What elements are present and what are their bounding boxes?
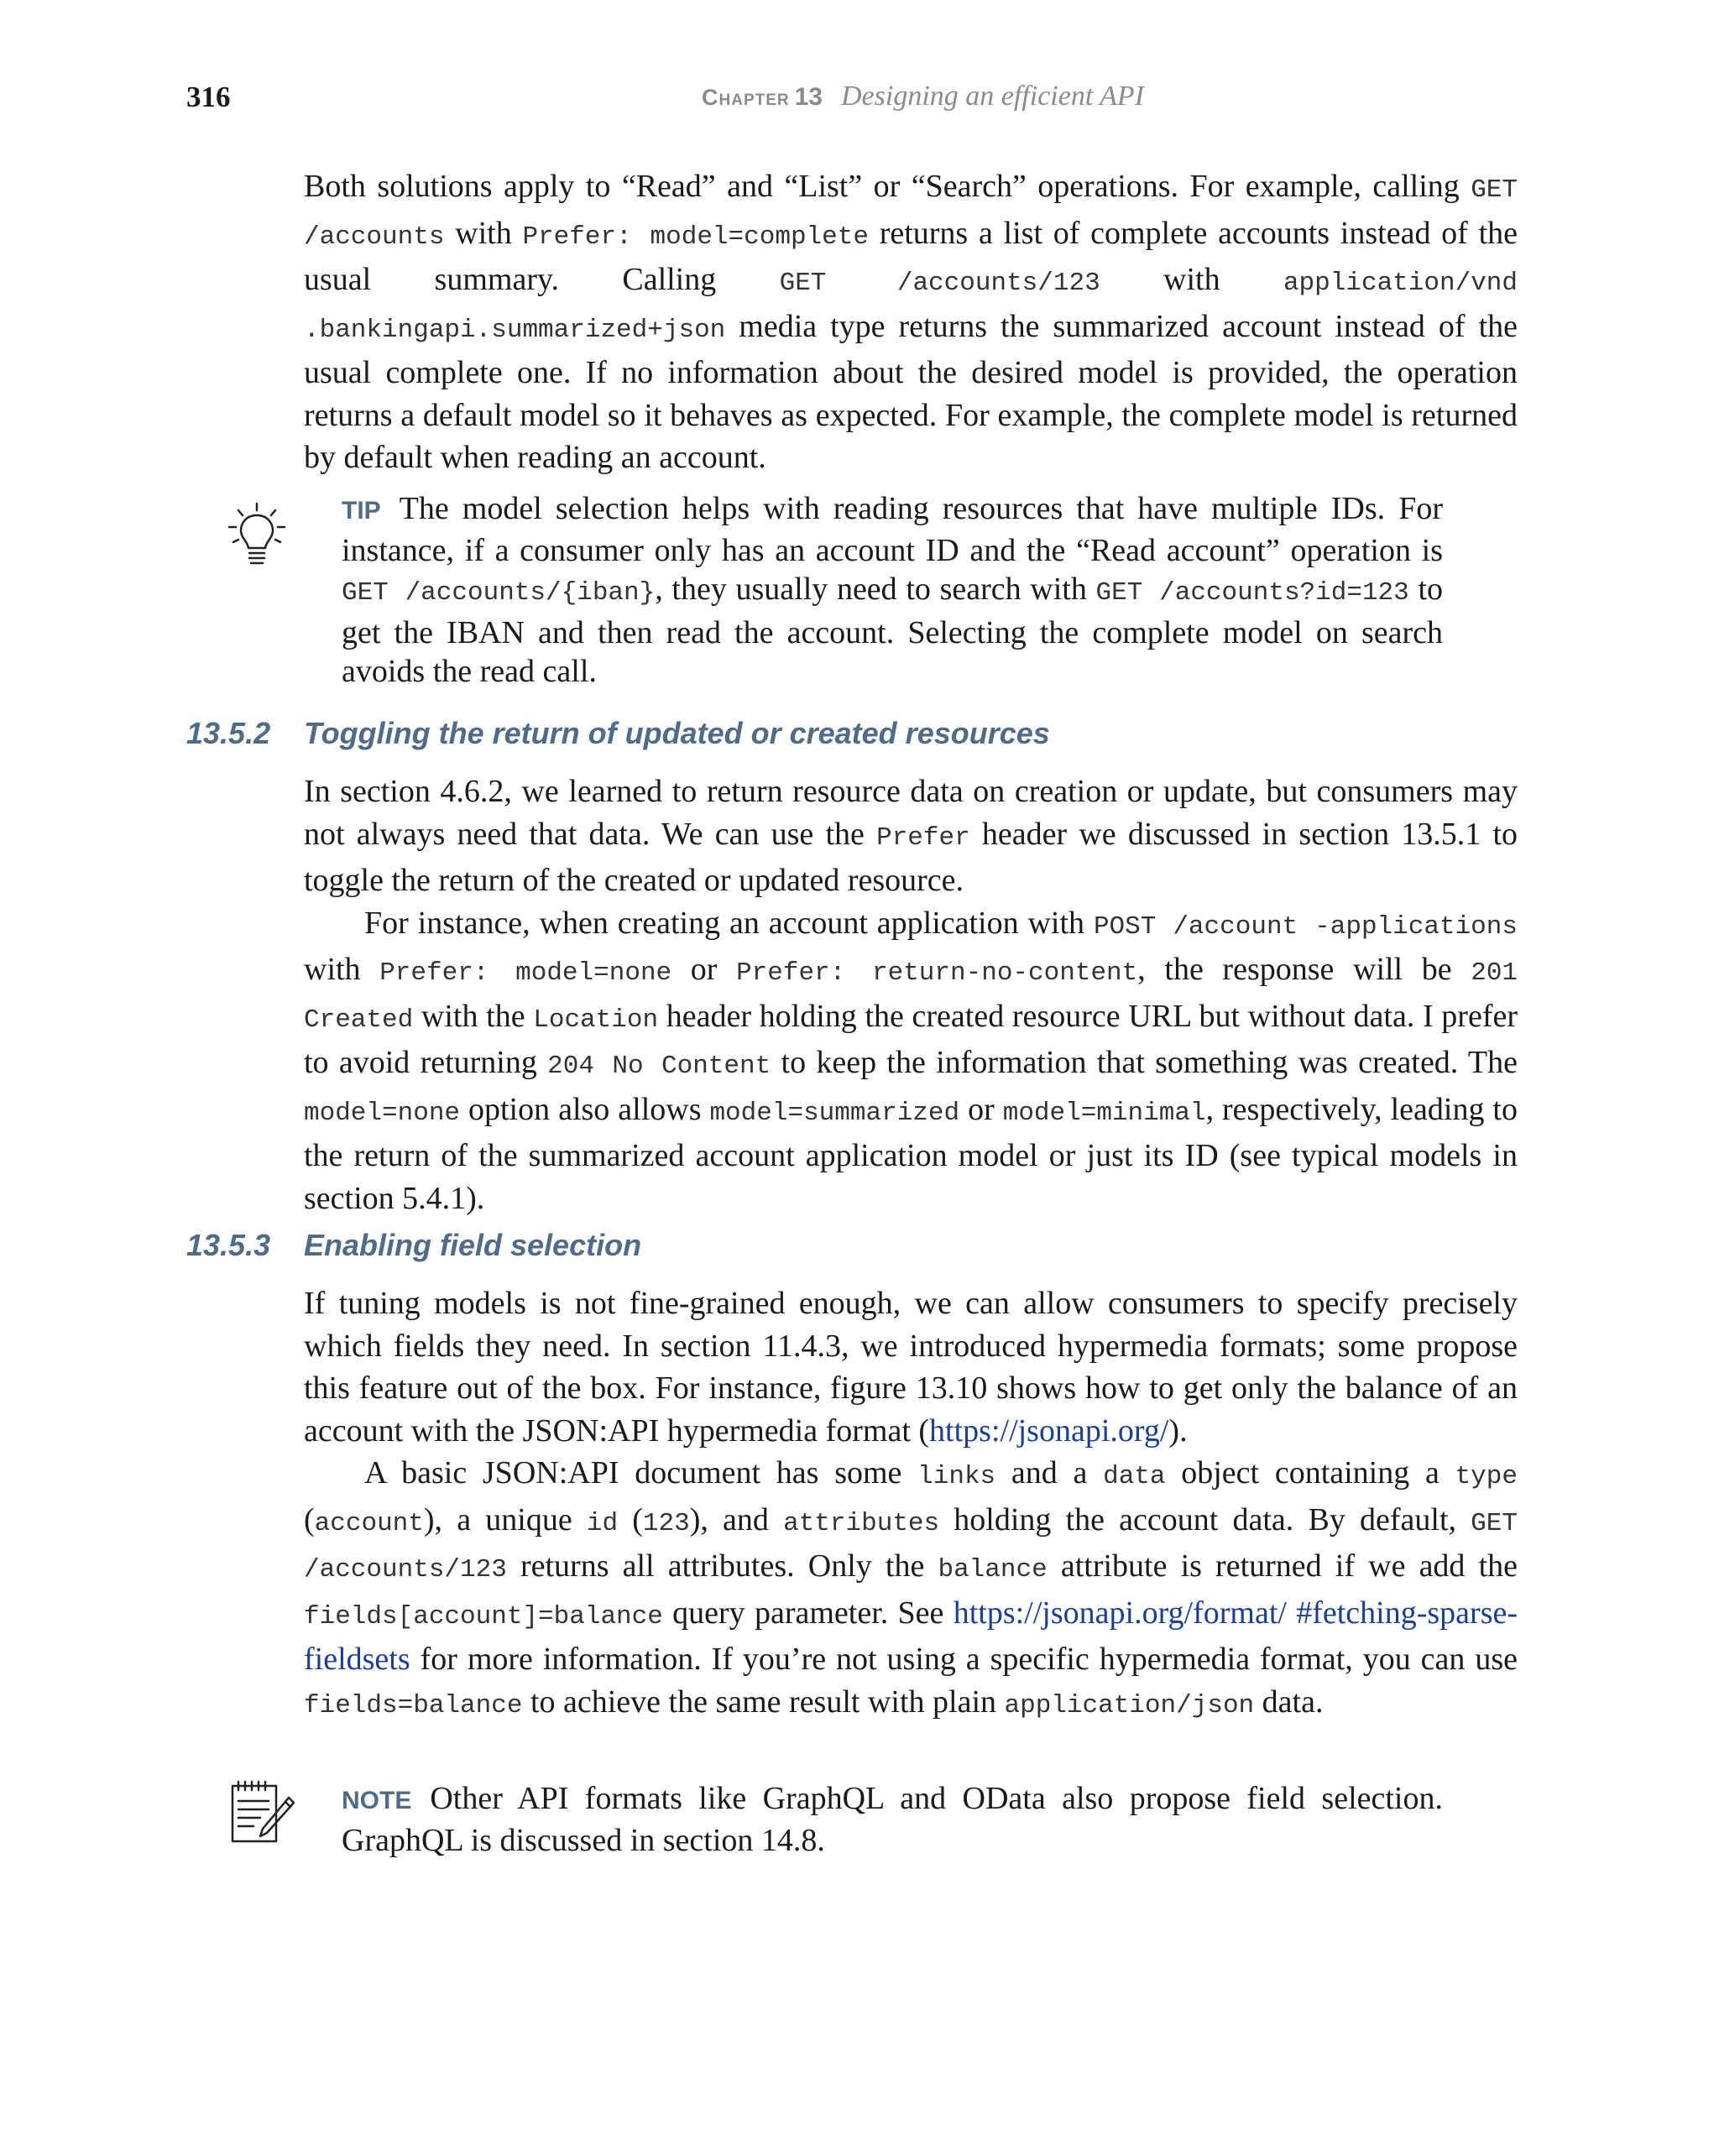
note-pencil-icon [228,1779,295,1851]
note-box [342,1779,1443,1860]
note-text: Other API formats like GraphQL and OData also propose field selection. GraphQL is discussed in section 14.8. [342,1781,1443,1858]
lightbulb-icon [227,502,287,573]
section-heading-13-5-3 [186,1228,641,1263]
paragraph: For instance, when creating an account application with POST /account -applications with Prefer: model=none or Prefer: return-no-content, the response will be 201 Created with the Location header holding the created resource URL but without data. I prefer to avoid returning 204 No Content to keep the information that something was created. The model=none option also allows model=summarized or model=minimal, respectively, leading to the return of the summarized account application model or just its ID (see typical models in section 5.4.1). [304,905,1518,1216]
jsonapi-link[interactable]: https://jsonapi.org/ [929,1412,1169,1449]
intro-block [304,165,1518,479]
paragraph: In section 4.6.2, we learned to return resource data on creation or update, but consumers may not always need that data. We can use the Prefer header we discussed in section 13.5.1 to toggle the return of the created or updated resource. [304,774,1518,898]
section-number: 13.5.2 [186,716,271,750]
section-title: Enabling field selection [304,1228,642,1262]
running-head [702,81,1144,112]
chapter-title: Designing an efficient API [841,81,1145,112]
chapter-number: 13 [794,83,823,111]
tip-label: TIP [342,497,381,525]
section-13-5-3-body [304,1282,1518,1727]
page-number: 316 [186,81,231,113]
paragraph: A basic JSON:API document has some links and a data object containing a type (account), a unique id (123), and attributes holding the account data. By default, GET /accounts/123 returns all attributes. Only the balance attribute is returned if we add the fields[account]=balance query parameter. See https://jsonapi.org/format/ #fetching-sparse-fieldsets for more information. If you’re not using a specific hypermedia format, you can use fields=balance to achieve the same result with plain application/json data. [304,1455,1518,1720]
section-number: 13.5.3 [186,1228,271,1262]
section-title: Toggling the return of updated or created resources [304,716,1050,750]
note-label: NOTE [342,1787,412,1814]
paragraph: If tuning models is not fine-grained enough, we can allow consumers to specify precisely which fields they need. In section 11.4.3, we introduced hypermedia formats; some propose this feature out of the box. For instance, figure 13.10 shows how to get only the balance of an account with the JSON:API hypermedia format (https://jsonapi.org/). [304,1286,1518,1449]
paragraph: Both solutions apply to “Read” and “List” or “Search” operations. For example, calling GET /accounts with Prefer: model=complete returns a list of complete accounts instead of the usual summary. Calling GET /accounts/123 with application/vnd .bankingapi.summarized+json media type returns the summarized account instead of the usual complete one. If no information about the desired model is provided, the operation returns a default model so it behaves as expected. For example, the complete model is returned by default when reading an account. [304,169,1518,475]
chapter-label: Chapter [702,85,790,110]
jsonapi-sparse-fieldsets-link[interactable]: https://jsonapi.org/format/ #fetching-sparse-fieldsets [304,1595,1518,1677]
section-heading-13-5-2 [186,716,1050,751]
tip-box: TIP The model selection helps with reading resources that have multiple IDs. For instance, if a consumer only has an account ID and the “Read account” operation is GET /accounts/{iban}, they usually need to search with GET /accounts?id=123 to get the IBAN and then read the account. Selecting the complete model on search avoids the read call. [342,491,1443,689]
section-13-5-2-body [304,770,1518,1219]
